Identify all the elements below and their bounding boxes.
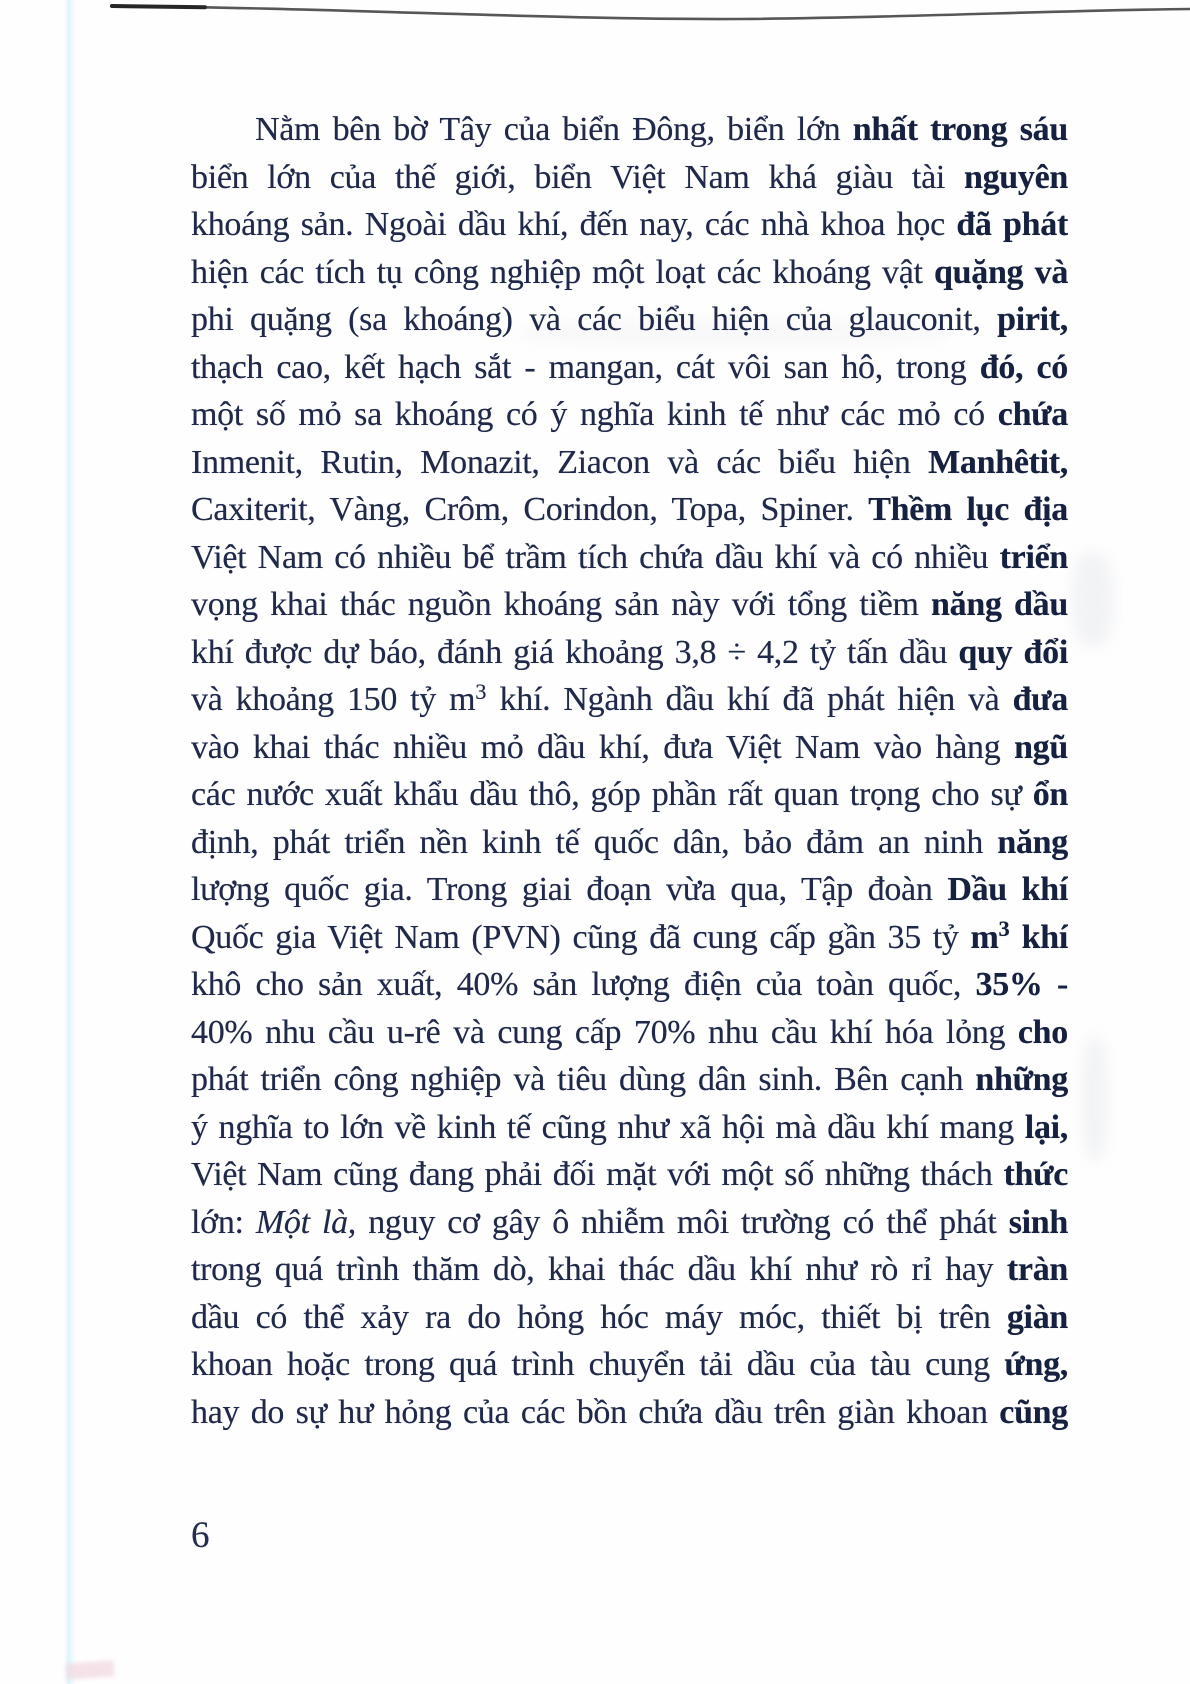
paragraph-line xyxy=(191,581,1068,629)
text-segment-bold: Dầu khí xyxy=(947,871,1068,908)
text-segment-pre: Việt Nam cũng đang phải đối mặt với một số những thách xyxy=(191,1156,993,1193)
text-segment-bold: ứng, xyxy=(1004,1346,1068,1383)
paragraph-line xyxy=(191,1246,1068,1294)
paragraph-line xyxy=(191,724,1068,772)
superscript-3: 3 xyxy=(475,678,487,704)
paragraph-line xyxy=(191,866,1068,914)
text-segment-pre: biển lớn của thế giới, biển Việt Nam khá giàu tài xyxy=(191,158,946,196)
text-segment-bold: giàn xyxy=(1006,1298,1068,1336)
paragraph-line xyxy=(191,914,1068,962)
text-segment-bold: đã phát xyxy=(956,206,1068,243)
scan-pink-mark xyxy=(66,1660,115,1679)
text-segment-pre: vào khai thác nhiều mỏ dầu khí, đưa Việt Nam vào hàng xyxy=(191,728,1001,766)
text-segment-pre: phi quặng (sa khoáng) và các biểu hiện của glauconit, xyxy=(191,301,981,338)
paragraph-line xyxy=(191,534,1068,582)
paragraph-line xyxy=(191,201,1068,249)
text-segment-pre: hiện các tích tụ công nghiệp một loạt các khoáng vật xyxy=(191,253,923,291)
paragraph-line xyxy=(191,1389,1068,1437)
text-segment-pre: và khoảng 150 tỷ $m^3$ khí. Ngành dầu khí đã phát hiện và xyxy=(191,678,1000,718)
text-segment-pre: ý nghĩa to lớn về kinh tế cũng như xã hội mà dầu khí mang xyxy=(191,1108,1014,1146)
text-segment-bold: Thềm lục địa xyxy=(868,491,1068,528)
text-segment-pre: vọng khai thác nguồn khoáng sản này với tổng tiềm xyxy=(191,586,919,623)
paragraph-line xyxy=(191,249,1068,297)
paragraph-line xyxy=(191,439,1068,487)
paragraph-line xyxy=(191,344,1068,392)
text-segment-bold: cũng xyxy=(999,1393,1068,1431)
paragraph-line xyxy=(191,1199,1068,1247)
text-segment-bold: 35% - xyxy=(975,966,1068,1003)
text-segment-bold: năng dầu xyxy=(931,586,1068,623)
text-segment-pre: lớn: xyxy=(191,1203,244,1241)
text-segment-bold: nhất trong sáu xyxy=(852,111,1068,148)
paragraph-line xyxy=(191,106,1068,154)
scanner-left-stripe xyxy=(64,0,76,1684)
text-segment-pre: Quốc gia Việt Nam (PVN) cũng đã cung cấp gần 35 tỷ xyxy=(191,918,959,956)
paragraph-line xyxy=(191,486,1068,534)
paragraph-line xyxy=(191,961,1068,1009)
text-segment-pre: khoáng sản. Ngoài dầu khí, đến nay, các nhà khoa học xyxy=(191,206,945,243)
text-segment-bold: thức xyxy=(1003,1156,1068,1193)
text-segment-bold: chứa xyxy=(997,396,1068,433)
text-segment-pre: trong quá trình thăm dò, khai thác dầu khí như rò rỉ hay xyxy=(191,1251,994,1288)
text-segment-bold: cho xyxy=(1017,1013,1068,1051)
paragraph-line xyxy=(191,819,1068,867)
text-segment-pre: 40% nhu cầu u-rê và cung cấp 70% nhu cầu khí hóa lỏng xyxy=(191,1013,1006,1051)
paragraph-line xyxy=(191,1294,1068,1342)
text-segment-pre: thạch cao, kết hạch sắt - mangan, cát vôi san hô, trong xyxy=(191,348,967,386)
text-segment-bold: năng xyxy=(997,823,1068,861)
text-segment-pre: khí được dự báo, đánh giá khoảng 3,8 ÷ 4,2 tỷ tấn dầu xyxy=(191,633,948,671)
text-segment-pre: một số mỏ sa khoáng có ý nghĩa kinh tế như các mỏ có xyxy=(191,396,985,433)
text-segment-bold: những xyxy=(975,1061,1068,1098)
text-segment-bold: triển xyxy=(999,538,1068,576)
text-segment-bold: pirit, xyxy=(997,301,1068,338)
text-segment-italic: Một là, xyxy=(255,1203,357,1241)
bleed-through-smudge xyxy=(1082,1036,1108,1161)
text-segment-pre: Việt Nam có nhiều bể trầm tích chứa dầu khí và có nhiều xyxy=(191,538,989,576)
paragraph-line xyxy=(191,629,1068,677)
paragraph-line xyxy=(191,1009,1068,1057)
text-segment-pre: khô cho sản xuất, 40% sản lượng điện của toàn quốc, xyxy=(191,966,962,1003)
text-segment-pre: Inmenit, Rutin, Monazit, Ziacon và các biểu hiện xyxy=(191,443,911,481)
text-segment-pre: định, phát triển nền kinh tế quốc dân, bảo đảm an ninh xyxy=(191,823,984,861)
text-segment-bold: $m^3$ khí xyxy=(970,916,1068,956)
text-segment-bold: ngũ xyxy=(1014,728,1068,766)
paragraph-line xyxy=(191,676,1068,724)
page-number: 6 xyxy=(191,1515,210,1556)
text-segment-pre: khoan hoặc trong quá trình chuyển tải dầu của tàu cung xyxy=(191,1346,990,1383)
text-segment-bold: tràn xyxy=(1006,1251,1068,1288)
text-segment-pre: hay do sự hư hỏng của các bồn chứa dầu trên giàn khoan xyxy=(191,1393,988,1431)
text-segment-bold: quặng và xyxy=(934,253,1068,291)
paragraph-line xyxy=(191,391,1068,439)
text-segment-pre: lượng quốc gia. Trong giai đoạn vừa qua, Tập đoàn xyxy=(191,871,933,908)
text-segment-pre: dầu có thể xảy ra do hỏng hóc máy móc, thiết bị trên xyxy=(191,1298,991,1336)
text-segment-pre: các nước xuất khẩu dầu thô, góp phần rất quan trọng cho sự xyxy=(191,776,1022,813)
paragraph-line xyxy=(191,1341,1068,1389)
text-segment-bold: nguyên xyxy=(963,158,1068,196)
text-segment-bold: đưa xyxy=(1012,681,1068,718)
paragraph-line xyxy=(191,154,1068,202)
text-segment-pre: Nằm bên bờ Tây của biển Đông, biển lớn xyxy=(255,111,841,148)
paragraph-line xyxy=(191,1151,1068,1199)
text-segment-bold: Manhêtit, xyxy=(928,443,1068,481)
text-segment-mid: nguy cơ gây ô nhiễm môi trường có thể phát xyxy=(368,1203,997,1241)
text-segment-bold: quy đổi xyxy=(958,633,1068,671)
bleed-through-smudge xyxy=(1072,552,1114,647)
text-segment-pre: Caxiterit, Vàng, Crôm, Corindon, Topa, Spiner. xyxy=(191,491,854,528)
scan-top-edge-line xyxy=(0,0,1190,32)
text-segment-pre: phát triển công nghiệp và tiêu dùng dân sinh. Bên cạnh xyxy=(191,1061,964,1098)
paragraph-line xyxy=(191,771,1068,819)
paragraph-line xyxy=(191,1104,1068,1152)
paragraph-line xyxy=(191,296,1068,344)
paragraph-line xyxy=(191,1056,1068,1104)
text-segment-bold: sinh xyxy=(1008,1203,1068,1241)
text-segment-bold: lại, xyxy=(1024,1108,1068,1146)
text-segment-bold: ổn xyxy=(1032,776,1068,813)
text-segment-bold: đó, có xyxy=(979,348,1068,386)
text-block xyxy=(191,106,1068,1436)
superscript-3: 3 xyxy=(998,916,1010,942)
